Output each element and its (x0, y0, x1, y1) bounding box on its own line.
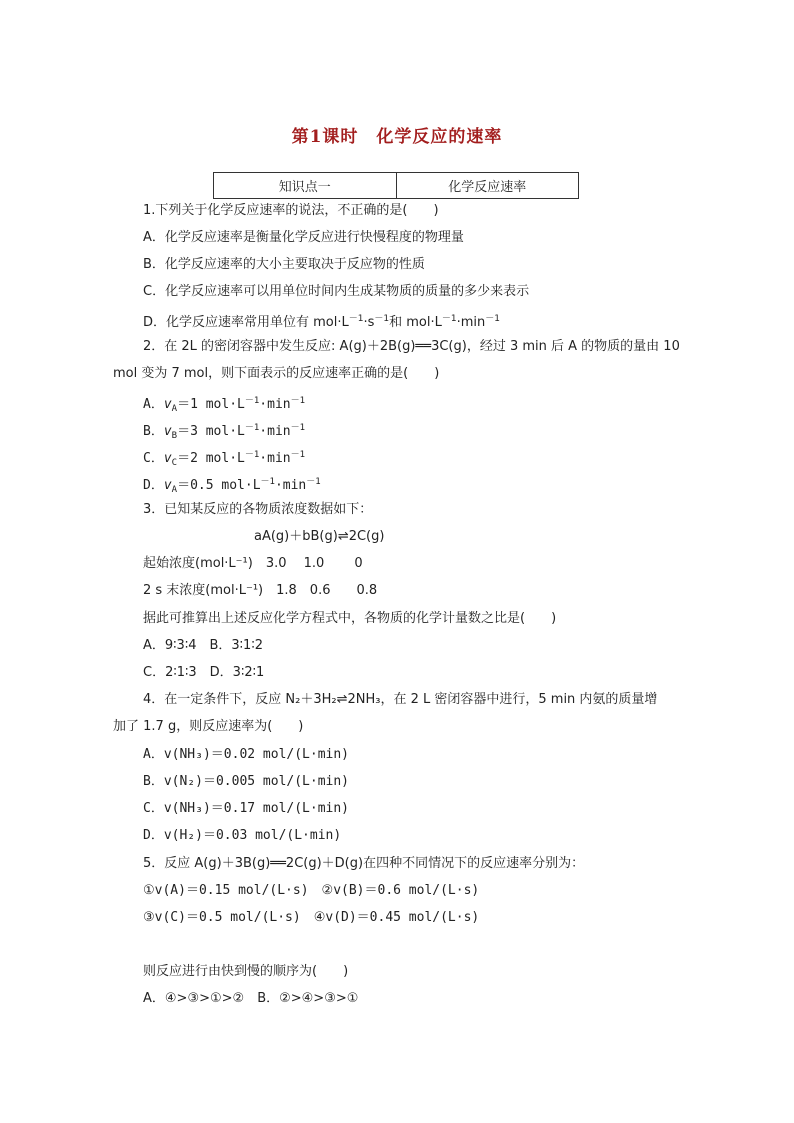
q3-row-initial: 起始浓度(mol·L⁻¹) 3.0 1.0 0 (143, 556, 363, 571)
q3-stem: 3．已知某反应的各物质浓度数据如下： (143, 502, 373, 517)
q2-stem-line2: mol 变为 7 mol，则下面表示的反应速率正确的是( ) (113, 366, 440, 381)
q2-option-b: B．$v_B=3$ $mol\cdot L^{-1}\cdot\min^{-1}$ (143, 423, 306, 441)
q5-options-ab: A．④>③>①>② B．②>④>③>① (143, 991, 359, 1006)
q3-options-ab: A．9∶3∶4 B．3∶1∶2 (143, 638, 263, 653)
q2-option-c: C．$v_C=2$ $mol\cdot L^{-1}\cdot\min^{-1}$ (143, 450, 306, 468)
q1-option-b: B．化学反应速率的大小主要取决于反应物的性质 (143, 257, 425, 272)
q3-equation: aA(g)＋bB(g)⇌2C(g) (254, 529, 385, 544)
q3-row-2s: 2 s 末浓度(mol·L⁻¹) 1.8 0.6 0.8 (143, 583, 378, 598)
q1-option-c: C．化学反应速率可以用单位时间内生成某物质的质量的多少来表示 (143, 284, 530, 299)
q4-stem-line1: 4．在一定条件下，反应 N₂＋3H₂⇌2NH₃，在 2 L 密闭容器中进行，5 min 内氨的质量增 (143, 692, 658, 707)
q5-question: 则反应进行由快到慢的顺序为( ) (143, 964, 349, 979)
q5-stem: 5．反应 A(g)＋3B(g)══2C(g)＋D(g)在四种不同情况下的反应速率分别为： (143, 856, 585, 871)
q4-option-d: D．v(H₂)＝0.03 mol/(L·min) (143, 828, 342, 843)
q4-option-c: C．v(NH₃)＝0.17 mol/(L·min) (143, 801, 350, 816)
page-title: 第1课时 化学反应的速率 (291, 127, 503, 147)
q5-rates-row2: ③v(C)＝0.5 mol/(L·s) ④v(D)＝0.45 mol/(L·s) (143, 910, 480, 925)
q4-stem-line2: 加了 1.7 g，则反应速率为( ) (113, 719, 304, 734)
q1-option-a: A．化学反应速率是衡量化学反应进行快慢程度的物理量 (143, 230, 464, 245)
q1-option-d: D．化学反应速率常用单位有 $mol\cdot L^{-1}\cdot s^{-1}$和 $mol\cdot L^{-1}\cdot\min^{-1}$ (143, 314, 500, 330)
knowledge-point-label: 知识点一 (278, 180, 331, 195)
q3-question: 据此可推算出上述反应化学方程式中，各物质的化学计量数之比是( ) (143, 611, 557, 626)
q2-option-a: A．$v_A=1$ $mol\cdot L^{-1}\cdot\min^{-1}$ (143, 396, 306, 414)
knowledge-point-topic: 化学反应速率 (396, 173, 579, 198)
q1-stem: 1.下列关于化学反应速率的说法，不正确的是( ) (143, 203, 439, 218)
q2-option-d: D．$v_A=0.5$ $mol\cdot L^{-1}\cdot\min^{-1}$ (143, 477, 321, 495)
q3-options-cd: C．2∶1∶3 D．3∶2∶1 (143, 665, 265, 680)
q2-stem-line1: 2．在 2L 的密闭容器中发生反应: A(g)＋2B(g)══3C(g)，经过 3 min 后 A 的物质的量由 10 (143, 339, 680, 354)
q4-option-b: B．v(N₂)＝0.005 mol/(L·min) (143, 774, 350, 789)
q5-rates-row1: ①v(A)＝0.15 mol/(L·s) ②v(B)＝0.6 mol/(L·s) (143, 883, 480, 898)
knowledge-point-box (213, 172, 579, 199)
q4-option-a: A．v(NH₃)＝0.02 mol/(L·min) (143, 747, 350, 762)
